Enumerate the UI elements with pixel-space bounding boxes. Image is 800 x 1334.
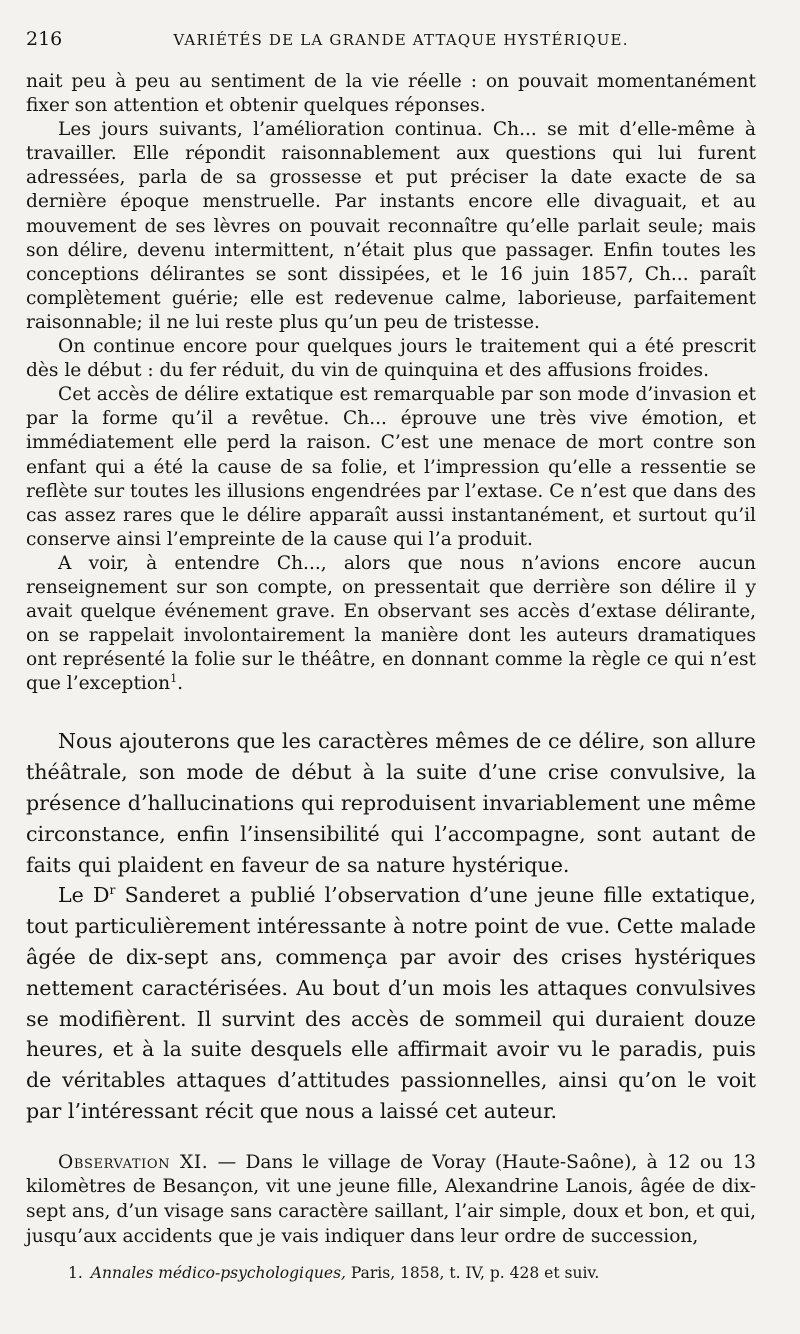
footnote-title: Annales médico-psychologiques, — [90, 1264, 346, 1283]
observation-text: — Dans le village de Voray (Haute-Saône), à 12 ou 13 kilomètres de Besançon, vit une jeune fille, Alexandrine Lanois, âgée de dix-sept ans, d’un visage sans caractère saillant, l’air simple, doux et bon, et qui, jusqu’aux accidents que je vais indiquer dans leur ordre de succession, — [26, 1151, 756, 1247]
doctor-sup: r — [109, 883, 116, 898]
text-before-sup: Le D — [58, 883, 110, 908]
observation-paragraph — [26, 1151, 756, 1249]
footnote-number: 1. — [68, 1264, 83, 1283]
observation-block — [26, 1151, 756, 1249]
page-header — [26, 28, 756, 68]
page-number: 216 — [26, 28, 63, 50]
paragraph: On continue encore pour quelques jours le traitement qui a été prescrit dès le début : du fer réduit, du vin de quinquina et des affusions froides. — [26, 336, 756, 382]
text-after-sup: Sanderet a publié l’observation d’une jeune fille extatique, tout particulièrement intéressante à notre point de vue. Cette malade âgée de dix-sept ans, commença par avoir des crises hystériques nettement caractérisées. Au bout d’un mois les attaques convulsives se modifièrent. Il survint des accès de sommeil qui duraient douze heures, et à la suite desquels elle affirmait avoir vu le paradis, puis de véritables attaques d’attitudes passionnelles, ainsi qu’on le voit par l’intéressant récit que nous a laissé cet auteur. — [26, 883, 757, 1123]
paragraph: Les jours suivants, l’amélioration continua. Ch... se mit d’elle-même à travailler. Elle répondit raisonnablement aux questions qui lui furent adressées, parla de sa grossesse et put préciser la date exacte de sa dernière époque menstruelle. Par instants encore elle divaguait, et au mouvement de ses lèvres on pouvait reconnaître qu’elle parlait seule; mais son délire, devenu intermittent, n’était plus que passager. Enfin toutes les conceptions délirantes se sont dissipées, et le 16 juin 1857, Ch... paraît complètement guérie; elle est redevenue calme, laborieuse, parfaitement raisonnable; il ne lui reste plus qu’un peu de tristesse. — [26, 119, 756, 333]
main-text — [26, 726, 756, 1126]
case-continuation — [26, 70, 756, 696]
paragraph: Nous ajouterons que les caractères mêmes de ce délire, son allure théâtrale, son mode de début à la suite d’une crise convulsive, la présence d’hallucinations qui reproduisent invariablement une même circonstance, enfin l’insensibilité qui l’accompagne, sont autant de faits qui plaident en faveur de sa nature hystérique. — [26, 729, 756, 877]
footnote-ref: 1 — [170, 672, 178, 686]
running-title: VARIÉTÉS DE LA GRANDE ATTAQUE HYSTÉRIQUE. — [173, 31, 629, 49]
paragraph-sanderet — [26, 880, 756, 1126]
observation-label: Observation XI. — [58, 1151, 209, 1173]
paragraph: Cet accès de délire extatique est remarquable par son mode d’invasion et par la forme qu’il a revêtue. Ch... éprouve une très vive émotion, et immédiatement elle perd la raison. C’est une menace de mort contre son enfant qui a été la cause de sa folie, et l’impression qu’elle a ressentie se reflète sur toutes les illusions engendrées par l’extase. Ce n’est que dans des cas assez rares que le délire apparaît aussi instantanément, et surtout qu’il conserve ainsi l’empreinte de la cause qui l’a produit. — [26, 384, 756, 550]
paragraph: nait peu à peu au sentiment de la vie réelle : on pouvait momentanément fixer son attention et obtenir quelques réponses. — [26, 71, 756, 117]
footnote-rest: Paris, 1858, t. IV, p. 428 et suiv. — [345, 1264, 600, 1283]
footnote — [26, 1263, 756, 1283]
paragraph-with-note — [26, 552, 756, 697]
paragraph-text: A voir, à entendre Ch..., alors que nous n’avions encore aucun renseignement sur son compte, on pressentait que derrière son délire il y avait quelque événement grave. En observant ses accès d’extase délirante, on se rappelait involontairement la manière dont les auteurs dramatiques ont représenté la folie sur le théâtre, en donnant comme la règle ce qui n’est que l’exception — [26, 552, 756, 695]
paragraph-end: . — [177, 673, 184, 695]
